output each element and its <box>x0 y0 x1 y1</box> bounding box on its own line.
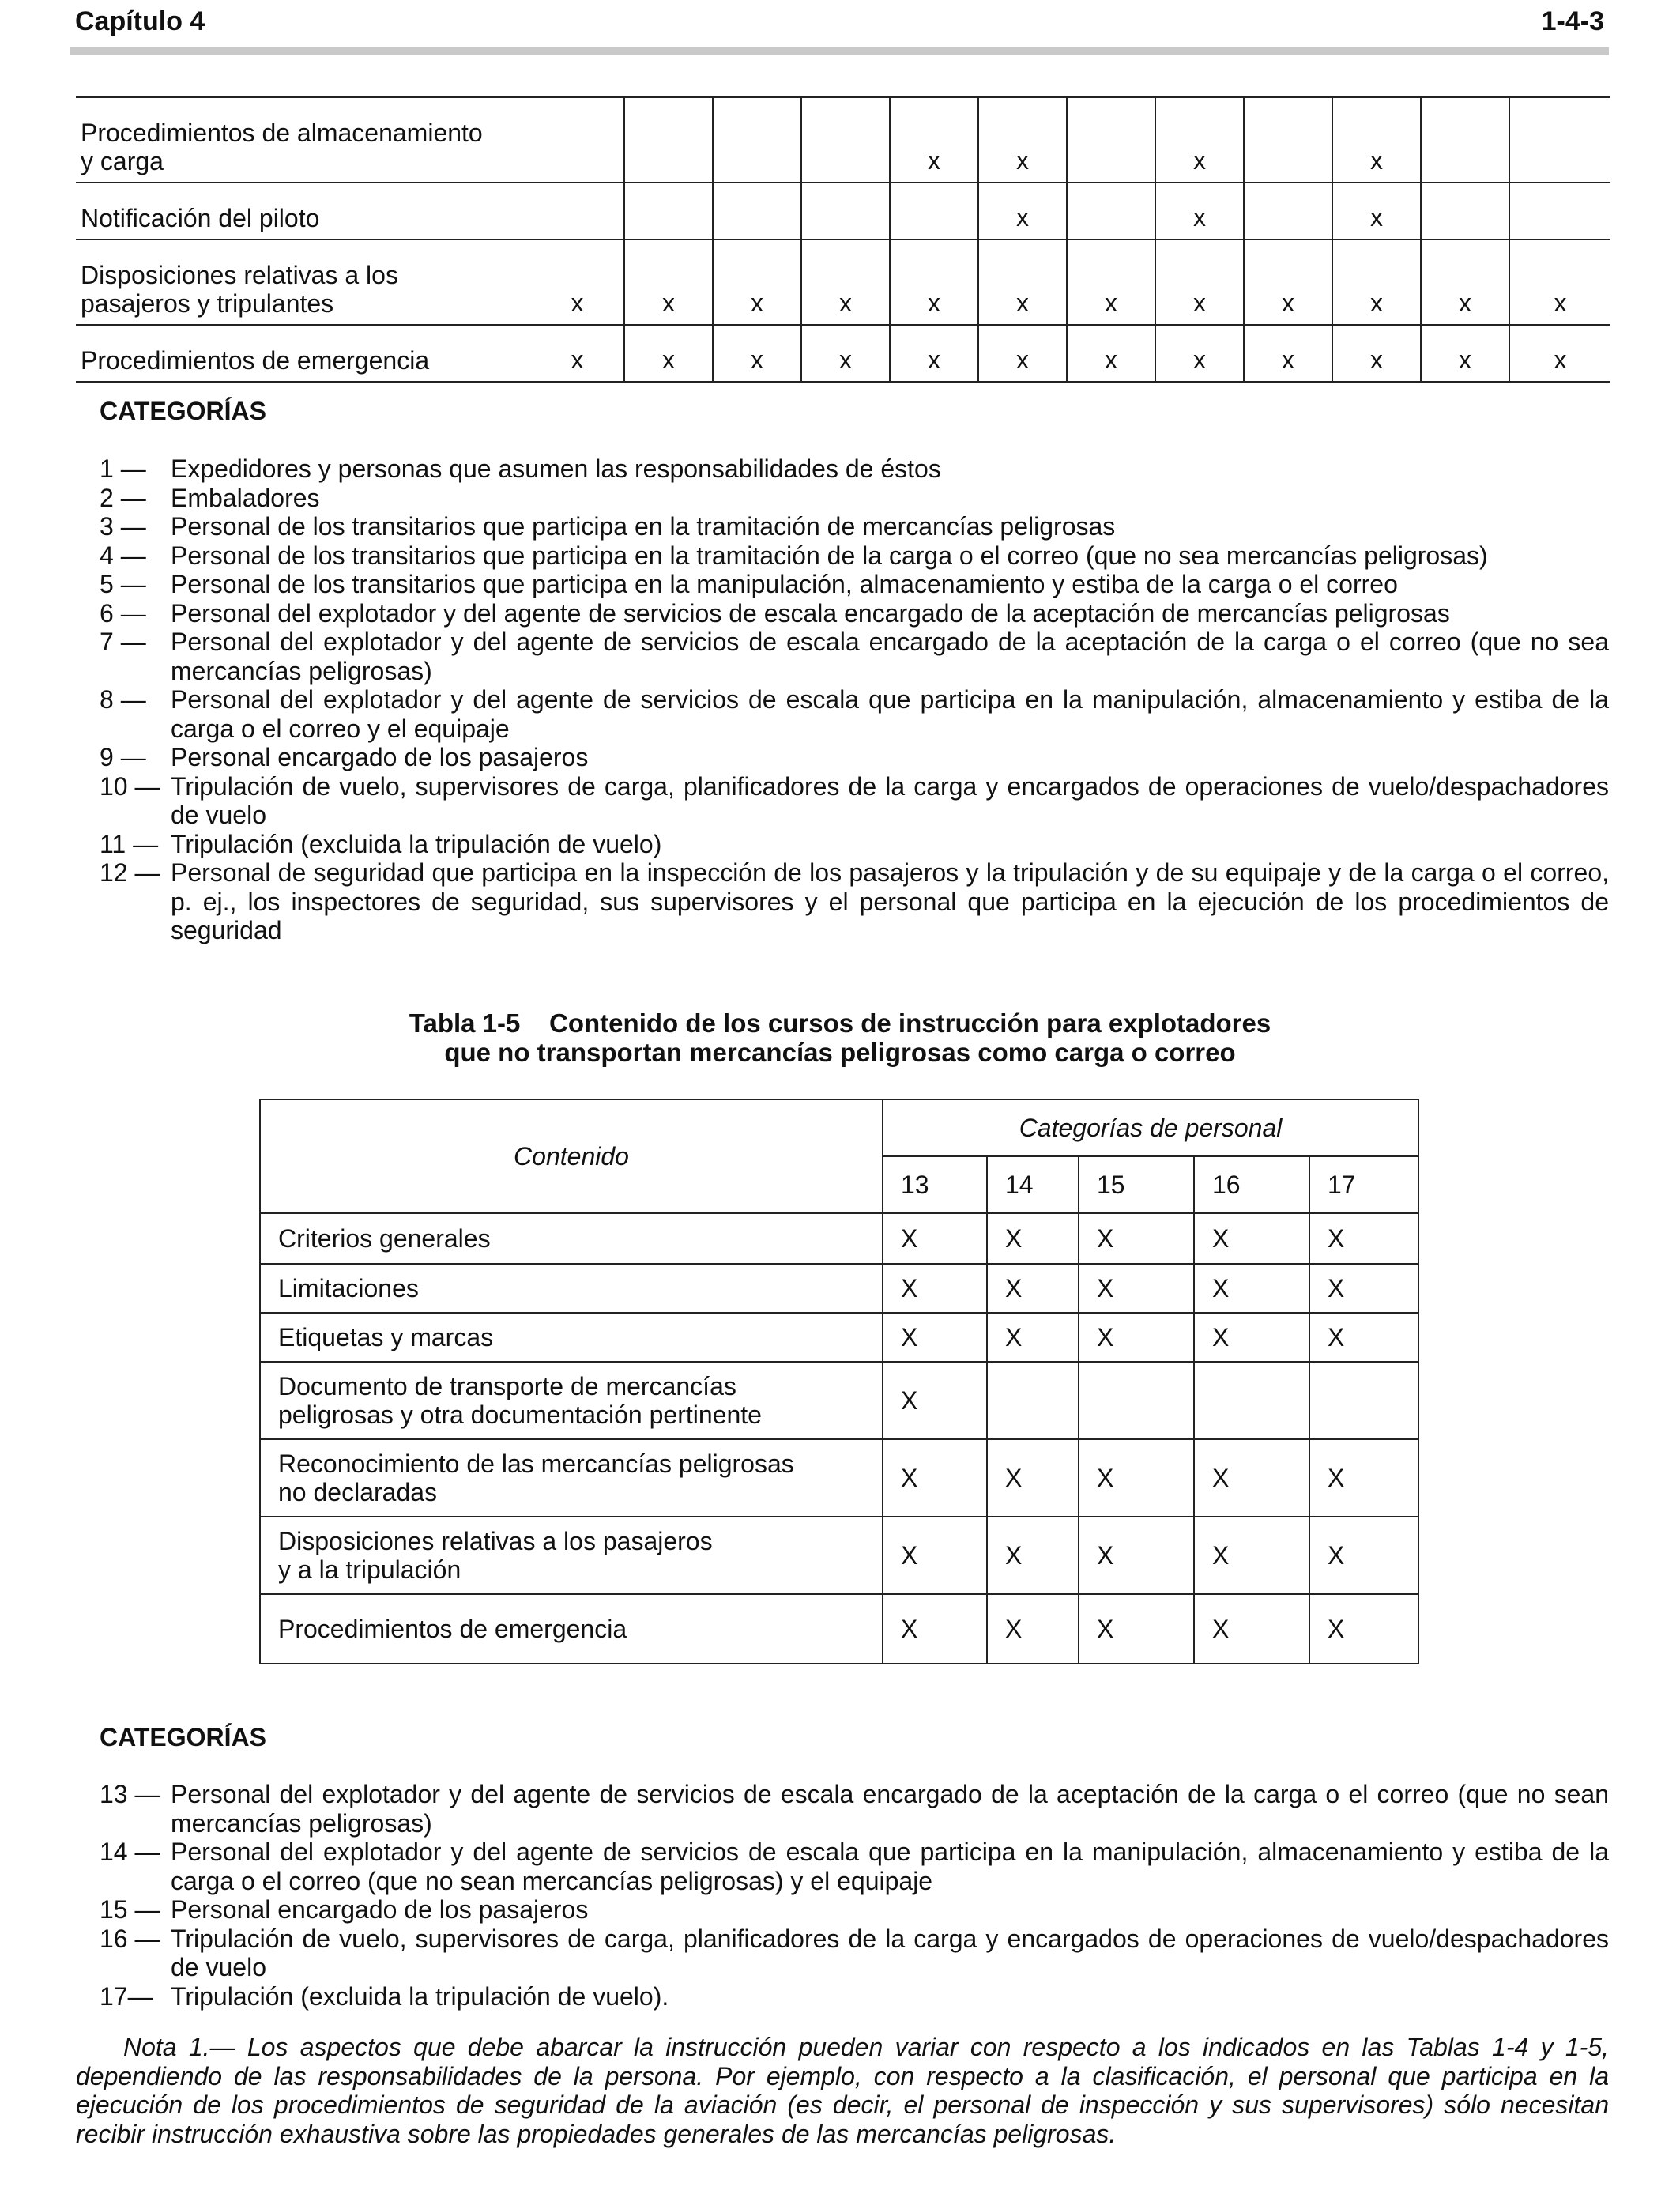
mark-cell: x <box>1155 325 1244 382</box>
category-text: Personal encargado de los pasajeros <box>171 743 589 771</box>
mark-cell: x <box>531 325 624 382</box>
row-label <box>76 239 531 325</box>
table-row <box>260 1313 1418 1362</box>
mark-cell <box>801 97 890 183</box>
mark-cell: x <box>713 325 801 382</box>
row-label-line: Procedimientos de emergencia <box>81 346 430 375</box>
training-content-table-continued <box>76 96 1610 383</box>
category-item <box>100 830 1609 859</box>
mark-cell: X <box>883 1264 987 1313</box>
category-item <box>100 1895 1609 1924</box>
mark-cell: x <box>1332 325 1421 382</box>
page-reference: 1-4-3 <box>1541 6 1604 36</box>
category-number: 1 — <box>100 454 146 483</box>
row-label-line: Limitaciones <box>278 1274 419 1302</box>
category-number: 9 — <box>100 743 146 771</box>
row-label <box>260 1313 883 1362</box>
category-text: Personal del explotador y del agente de servicios de escala encargado de la aceptación de la carga o el correo (que no sea mercancías peligrosas) <box>171 628 1609 685</box>
table-row <box>260 1362 1418 1439</box>
category-number: 13 — <box>100 1780 160 1808</box>
mark-cell: x <box>1509 239 1610 325</box>
mark-cell: X <box>1194 1264 1309 1313</box>
category-column-header: 17 <box>1309 1156 1418 1213</box>
category-number: 10 — <box>100 771 160 801</box>
mark-cell: X <box>1079 1264 1194 1313</box>
table-row <box>260 1517 1418 1594</box>
content-column-header: Contenido <box>260 1099 883 1213</box>
category-item <box>100 1838 1609 1895</box>
row-label <box>260 1362 883 1439</box>
mark-cell: X <box>987 1594 1079 1664</box>
mark-cell <box>713 97 801 183</box>
category-column-header: 13 <box>883 1156 987 1213</box>
table-caption <box>0 1008 1680 1067</box>
category-item <box>100 743 1609 772</box>
category-item <box>100 570 1609 599</box>
category-text: Personal del explotador y del agente de servicios de escala encargado de la aceptación de mercancías peligrosas <box>171 598 1450 628</box>
table-row <box>76 325 1610 382</box>
category-number: 17— <box>100 1981 153 2011</box>
mark-cell: x <box>1421 325 1509 382</box>
mark-cell <box>624 183 713 239</box>
mark-cell: x <box>978 239 1067 325</box>
row-label <box>76 97 531 183</box>
category-item <box>100 454 1609 484</box>
category-number: 3 — <box>100 512 146 541</box>
mark-cell: x <box>624 239 713 325</box>
mark-cell: X <box>1194 1213 1309 1264</box>
category-text: Embaladores <box>171 483 320 512</box>
categories-list-2 <box>100 1780 1609 2011</box>
category-text: Personal encargado de los pasajeros <box>171 1895 589 1924</box>
mark-cell <box>713 183 801 239</box>
category-item <box>100 628 1609 685</box>
category-number: 6 — <box>100 598 146 628</box>
category-number: 16 — <box>100 1924 160 1953</box>
mark-cell: X <box>1194 1313 1309 1362</box>
row-label-line: Disposiciones relativas a los <box>81 261 398 289</box>
mark-cell: x <box>890 325 978 382</box>
mark-cell <box>1421 97 1509 183</box>
mark-cell <box>801 183 890 239</box>
mark-cell: X <box>1079 1213 1194 1264</box>
mark-cell: x <box>1332 239 1421 325</box>
mark-cell <box>1244 183 1332 239</box>
category-number: 12 — <box>100 858 160 887</box>
category-item <box>100 1780 1609 1838</box>
category-number: 5 — <box>100 570 146 598</box>
mark-cell <box>1421 183 1509 239</box>
categories-heading-2: CATEGORÍAS <box>100 1723 266 1751</box>
category-text: Personal de los transitarios que participa en la manipulación, almacenamiento y estiba de la carga o el correo <box>171 570 1398 598</box>
categories-list-1 <box>100 454 1609 945</box>
row-label-line: Etiquetas y marcas <box>278 1323 494 1351</box>
category-number: 2 — <box>100 483 146 512</box>
mark-cell: x <box>801 325 890 382</box>
mark-cell <box>531 183 624 239</box>
mark-cell: x <box>1332 97 1421 183</box>
mark-cell: X <box>1079 1594 1194 1664</box>
category-text: Expedidores y personas que asumen las responsabilidades de éstos <box>171 454 941 483</box>
training-content-table-1-5 <box>259 1099 1419 1664</box>
mark-cell: X <box>1309 1313 1418 1362</box>
mark-cell: x <box>624 325 713 382</box>
row-label <box>260 1594 883 1664</box>
row-label-line: Disposiciones relativas a los pasajeros <box>278 1527 713 1555</box>
row-label <box>260 1213 883 1264</box>
category-column-header: 14 <box>987 1156 1079 1213</box>
row-label-line: Documento de transporte de mercancías <box>278 1372 736 1400</box>
mark-cell: X <box>883 1362 987 1439</box>
row-label-line: y a la tripulación <box>278 1555 461 1584</box>
mark-cell: X <box>987 1313 1079 1362</box>
mark-cell: x <box>1155 183 1244 239</box>
mark-cell <box>1067 183 1155 239</box>
category-text: Tripulación de vuelo, supervisores de carga, planificadores de la carga y encargados de operaciones de vuelo/despachadores de vuelo <box>171 771 1609 829</box>
row-label-line: peligrosas y otra documentación pertinente <box>278 1400 762 1429</box>
mark-cell <box>531 97 624 183</box>
category-item <box>100 772 1609 830</box>
category-number: 11 — <box>100 829 159 858</box>
mark-cell <box>1244 97 1332 183</box>
mark-cell: x <box>531 239 624 325</box>
row-label-line: y carga <box>81 147 164 175</box>
category-text: Personal de los transitarios que participa en la tramitación de la carga o el correo (que no sea mercancías peligrosas) <box>171 541 1488 570</box>
mark-cell: x <box>713 239 801 325</box>
personnel-categories-header: Categorías de personal <box>883 1099 1418 1156</box>
row-label-line: Procedimientos de emergencia <box>278 1615 627 1643</box>
mark-cell: X <box>1309 1213 1418 1264</box>
mark-cell: X <box>1079 1313 1194 1362</box>
mark-cell <box>1509 183 1610 239</box>
mark-cell: x <box>1421 239 1509 325</box>
table-row <box>260 1594 1418 1664</box>
category-number: 15 — <box>100 1895 160 1924</box>
table-row <box>76 97 1610 183</box>
mark-cell: X <box>883 1313 987 1362</box>
row-label-line: Notificación del piloto <box>81 204 320 232</box>
mark-cell: X <box>1194 1439 1309 1517</box>
mark-cell: X <box>883 1594 987 1664</box>
mark-cell <box>987 1362 1079 1439</box>
category-text: Tripulación (excluida la tripulación de vuelo) <box>171 829 662 858</box>
mark-cell: x <box>1244 325 1332 382</box>
category-item <box>100 858 1609 945</box>
category-column-header: 15 <box>1079 1156 1194 1213</box>
row-label-line: Criterios generales <box>278 1224 491 1253</box>
row-label <box>260 1264 883 1313</box>
note-1: Nota 1.— Los aspectos que debe abarcar la instrucción pueden variar con respecto a los indicados en las Tablas 1-4 y 1-5, dependiendo de las responsabilidades de la persona. Por ejemplo, con respecto a la clasificación, el personal que participa en la ejecución de los procedimientos de seguridad de la aviación (es decir, el personal de inspección y sus supervisores) sólo necesitan recibir instrucción exhaustiva sobre las propiedades generales de las mercancías peligrosas. <box>76 2033 1609 2148</box>
table-row <box>76 183 1610 239</box>
category-text: Tripulación (excluida la tripulación de vuelo). <box>171 1981 669 2011</box>
mark-cell: x <box>890 97 978 183</box>
row-label <box>260 1439 883 1517</box>
mark-cell <box>1067 97 1155 183</box>
mark-cell: X <box>987 1439 1079 1517</box>
table-row <box>260 1213 1418 1264</box>
category-text: Personal de los transitarios que participa en la tramitación de mercancías peligrosas <box>171 512 1116 541</box>
category-item <box>100 1982 1609 2011</box>
mark-cell: X <box>1309 1594 1418 1664</box>
category-item <box>100 1924 1609 1982</box>
mark-cell: X <box>987 1517 1079 1594</box>
mark-cell: x <box>1155 239 1244 325</box>
category-text: Personal del explotador y del agente de servicios de escala encargado de la aceptación de la carga o el correo (que no sean mercancías peligrosas) <box>171 1780 1609 1838</box>
table-row <box>76 239 1610 325</box>
mark-cell: x <box>1067 325 1155 382</box>
mark-cell: X <box>1079 1517 1194 1594</box>
category-text: Personal de seguridad que participa en la inspección de los pasajeros y la tripulación y de su equipaje y de la carga o el correo, p. ej., los inspectores de seguridad, sus supervisores y el personal que participa en la ejecución de los procedimientos de seguridad <box>171 858 1609 944</box>
row-label-line: Procedimientos de almacenamiento <box>81 119 483 147</box>
mark-cell: x <box>978 183 1067 239</box>
mark-cell: X <box>987 1213 1079 1264</box>
mark-cell: X <box>883 1517 987 1594</box>
mark-cell: X <box>1079 1439 1194 1517</box>
mark-cell: X <box>1309 1439 1418 1517</box>
mark-cell: X <box>1194 1517 1309 1594</box>
mark-cell <box>624 97 713 183</box>
category-item <box>100 484 1609 513</box>
row-label <box>76 325 531 382</box>
mark-cell <box>1509 97 1610 183</box>
mark-cell: x <box>890 239 978 325</box>
row-label-line: no declaradas <box>278 1478 438 1506</box>
category-column-header: 16 <box>1194 1156 1309 1213</box>
table-caption-line-1: Tabla 1-5 Contenido de los cursos de instrucción para explotadores <box>409 1008 1271 1038</box>
chapter-title: Capítulo 4 <box>75 6 205 36</box>
mark-cell: x <box>1332 183 1421 239</box>
row-label-line: pasajeros y tripulantes <box>81 289 334 318</box>
category-item <box>100 685 1609 743</box>
mark-cell: x <box>1509 325 1610 382</box>
mark-cell: X <box>883 1213 987 1264</box>
mark-cell: x <box>1244 239 1332 325</box>
mark-cell: x <box>978 97 1067 183</box>
mark-cell: X <box>987 1264 1079 1313</box>
mark-cell: x <box>978 325 1067 382</box>
mark-cell: x <box>1155 97 1244 183</box>
category-text: Tripulación de vuelo, supervisores de carga, planificadores de la carga y encargados de operaciones de vuelo/despachadores de vuelo <box>171 1924 1609 1981</box>
category-number: 4 — <box>100 541 146 570</box>
category-item <box>100 512 1609 541</box>
header-rule <box>70 47 1609 55</box>
category-item <box>100 541 1609 571</box>
row-label <box>260 1517 883 1594</box>
categories-heading-1: CATEGORÍAS <box>100 397 266 425</box>
mark-cell: X <box>1309 1264 1418 1313</box>
category-number: 14 — <box>100 1838 160 1866</box>
row-label <box>76 183 531 239</box>
mark-cell <box>1079 1362 1194 1439</box>
mark-cell: X <box>883 1439 987 1517</box>
mark-cell: x <box>1067 239 1155 325</box>
mark-cell <box>1309 1362 1418 1439</box>
mark-cell: X <box>1309 1517 1418 1594</box>
mark-cell: x <box>801 239 890 325</box>
mark-cell: X <box>1194 1594 1309 1664</box>
row-label-line: Reconocimiento de las mercancías peligrosas <box>278 1449 794 1478</box>
table-row <box>260 1439 1418 1517</box>
category-text: Personal del explotador y del agente de servicios de escala que participa en la manipulación, almacenamiento y estiba de la carga o el correo (que no sean mercancías peligrosas) y el equipaje <box>171 1838 1609 1895</box>
category-item <box>100 599 1609 628</box>
table-row <box>260 1264 1418 1313</box>
mark-cell <box>890 183 978 239</box>
category-text: Personal del explotador y del agente de servicios de escala que participa en la manipulación, almacenamiento y estiba de la carga o el correo y el equipaje <box>171 685 1609 743</box>
category-number: 8 — <box>100 685 146 714</box>
mark-cell <box>1194 1362 1309 1439</box>
category-number: 7 — <box>100 628 146 656</box>
table-caption-line-2: que no transportan mercancías peligrosas como carga o correo <box>444 1038 1236 1067</box>
